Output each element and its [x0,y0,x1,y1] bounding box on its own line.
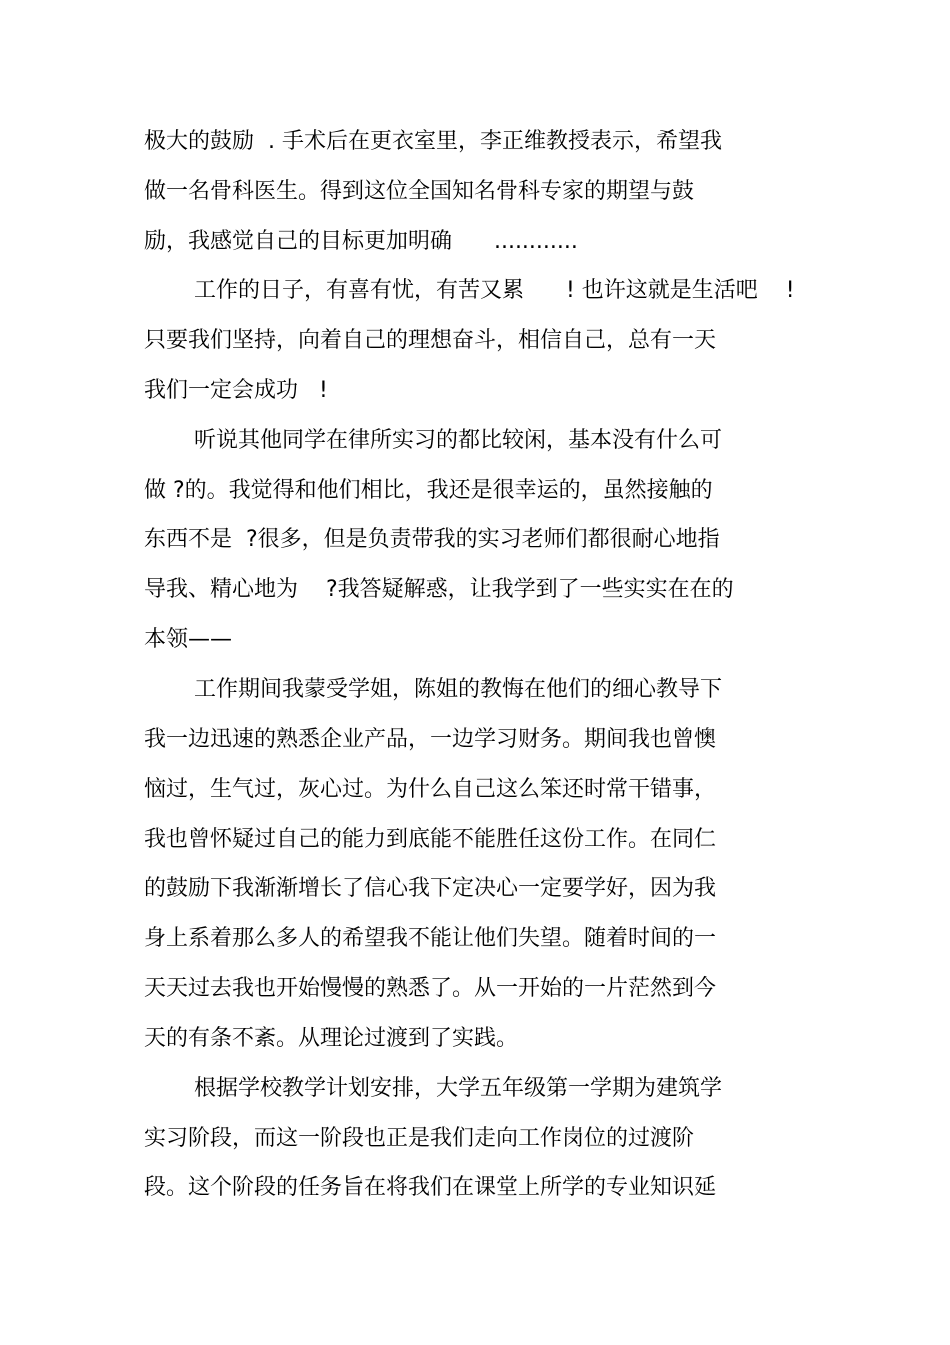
text-line: 天天过去我也开始慢慢的熟悉了。从一开始的一片茫然到今 [144,976,717,1001]
text-line: 做 ?的。我觉得和他们相比，我还是很幸运的，虽然接触的 [144,478,713,503]
paragraph-first-line: 工作的日子，有喜有忧，有苦又累 ! 也许这就是生活吧 ! [194,278,795,303]
paragraph-first-line: 工作期间我蒙受学姐，陈姐的教悔在他们的细心教导下 [194,677,723,702]
text-line: 只要我们坚持，向着自己的理想奋斗，相信自己，总有一天 [144,328,717,353]
text-line: 段。这个阶段的任务旨在将我们在课堂上所学的专业知识延 [144,1175,717,1200]
text-line: 我也曾怀疑过自己的能力到底能不能胜任这份工作。在同仁 [144,827,717,852]
text-line: 的鼓励下我渐渐增长了信心我下定决心一定要学好，因为我 [144,876,717,901]
text-line: 我一边迅速的熟悉企业产品，一边学习财务。期间我也曾懊 [144,727,717,752]
text-line: 励，我感觉自己的目标更加明确 ............ [144,229,578,254]
paragraph-first-line: 听说其他同学在律所实习的都比较闲，基本没有什么可 [194,428,723,453]
text-line: 本领—— [144,627,233,652]
text-line: 我们一定会成功 ! [144,378,328,403]
text-line: 天的有条不紊。从理论过渡到了实践。 [144,1026,519,1051]
text-line: 身上系着那么多人的希望我不能让他们失望。随着时间的一 [144,926,717,951]
text-line: 实习阶段，而这一阶段也正是我们走向工作岗位的过渡阶 [144,1126,695,1151]
text-line: 导我、精心地为 ?我答疑解惑，让我学到了一些实实在在的 [144,577,734,602]
text-line: 做一名骨科医生。得到这位全国知名骨科专家的期望与鼓 [144,179,695,204]
text-line: 恼过，生气过，灰心过。为什么自己这么笨还时常干错事， [144,777,717,802]
text-line: 东西不是 ?很多，但是负责带我的实习老师们都很耐心地指 [144,527,720,552]
text-line: 极大的鼓励 . 手术后在更衣室里，李正维教授表示，希望我 [144,129,722,154]
paragraph-first-line: 根据学校教学计划安排，大学五年级第一学期为建筑学 [194,1076,723,1101]
